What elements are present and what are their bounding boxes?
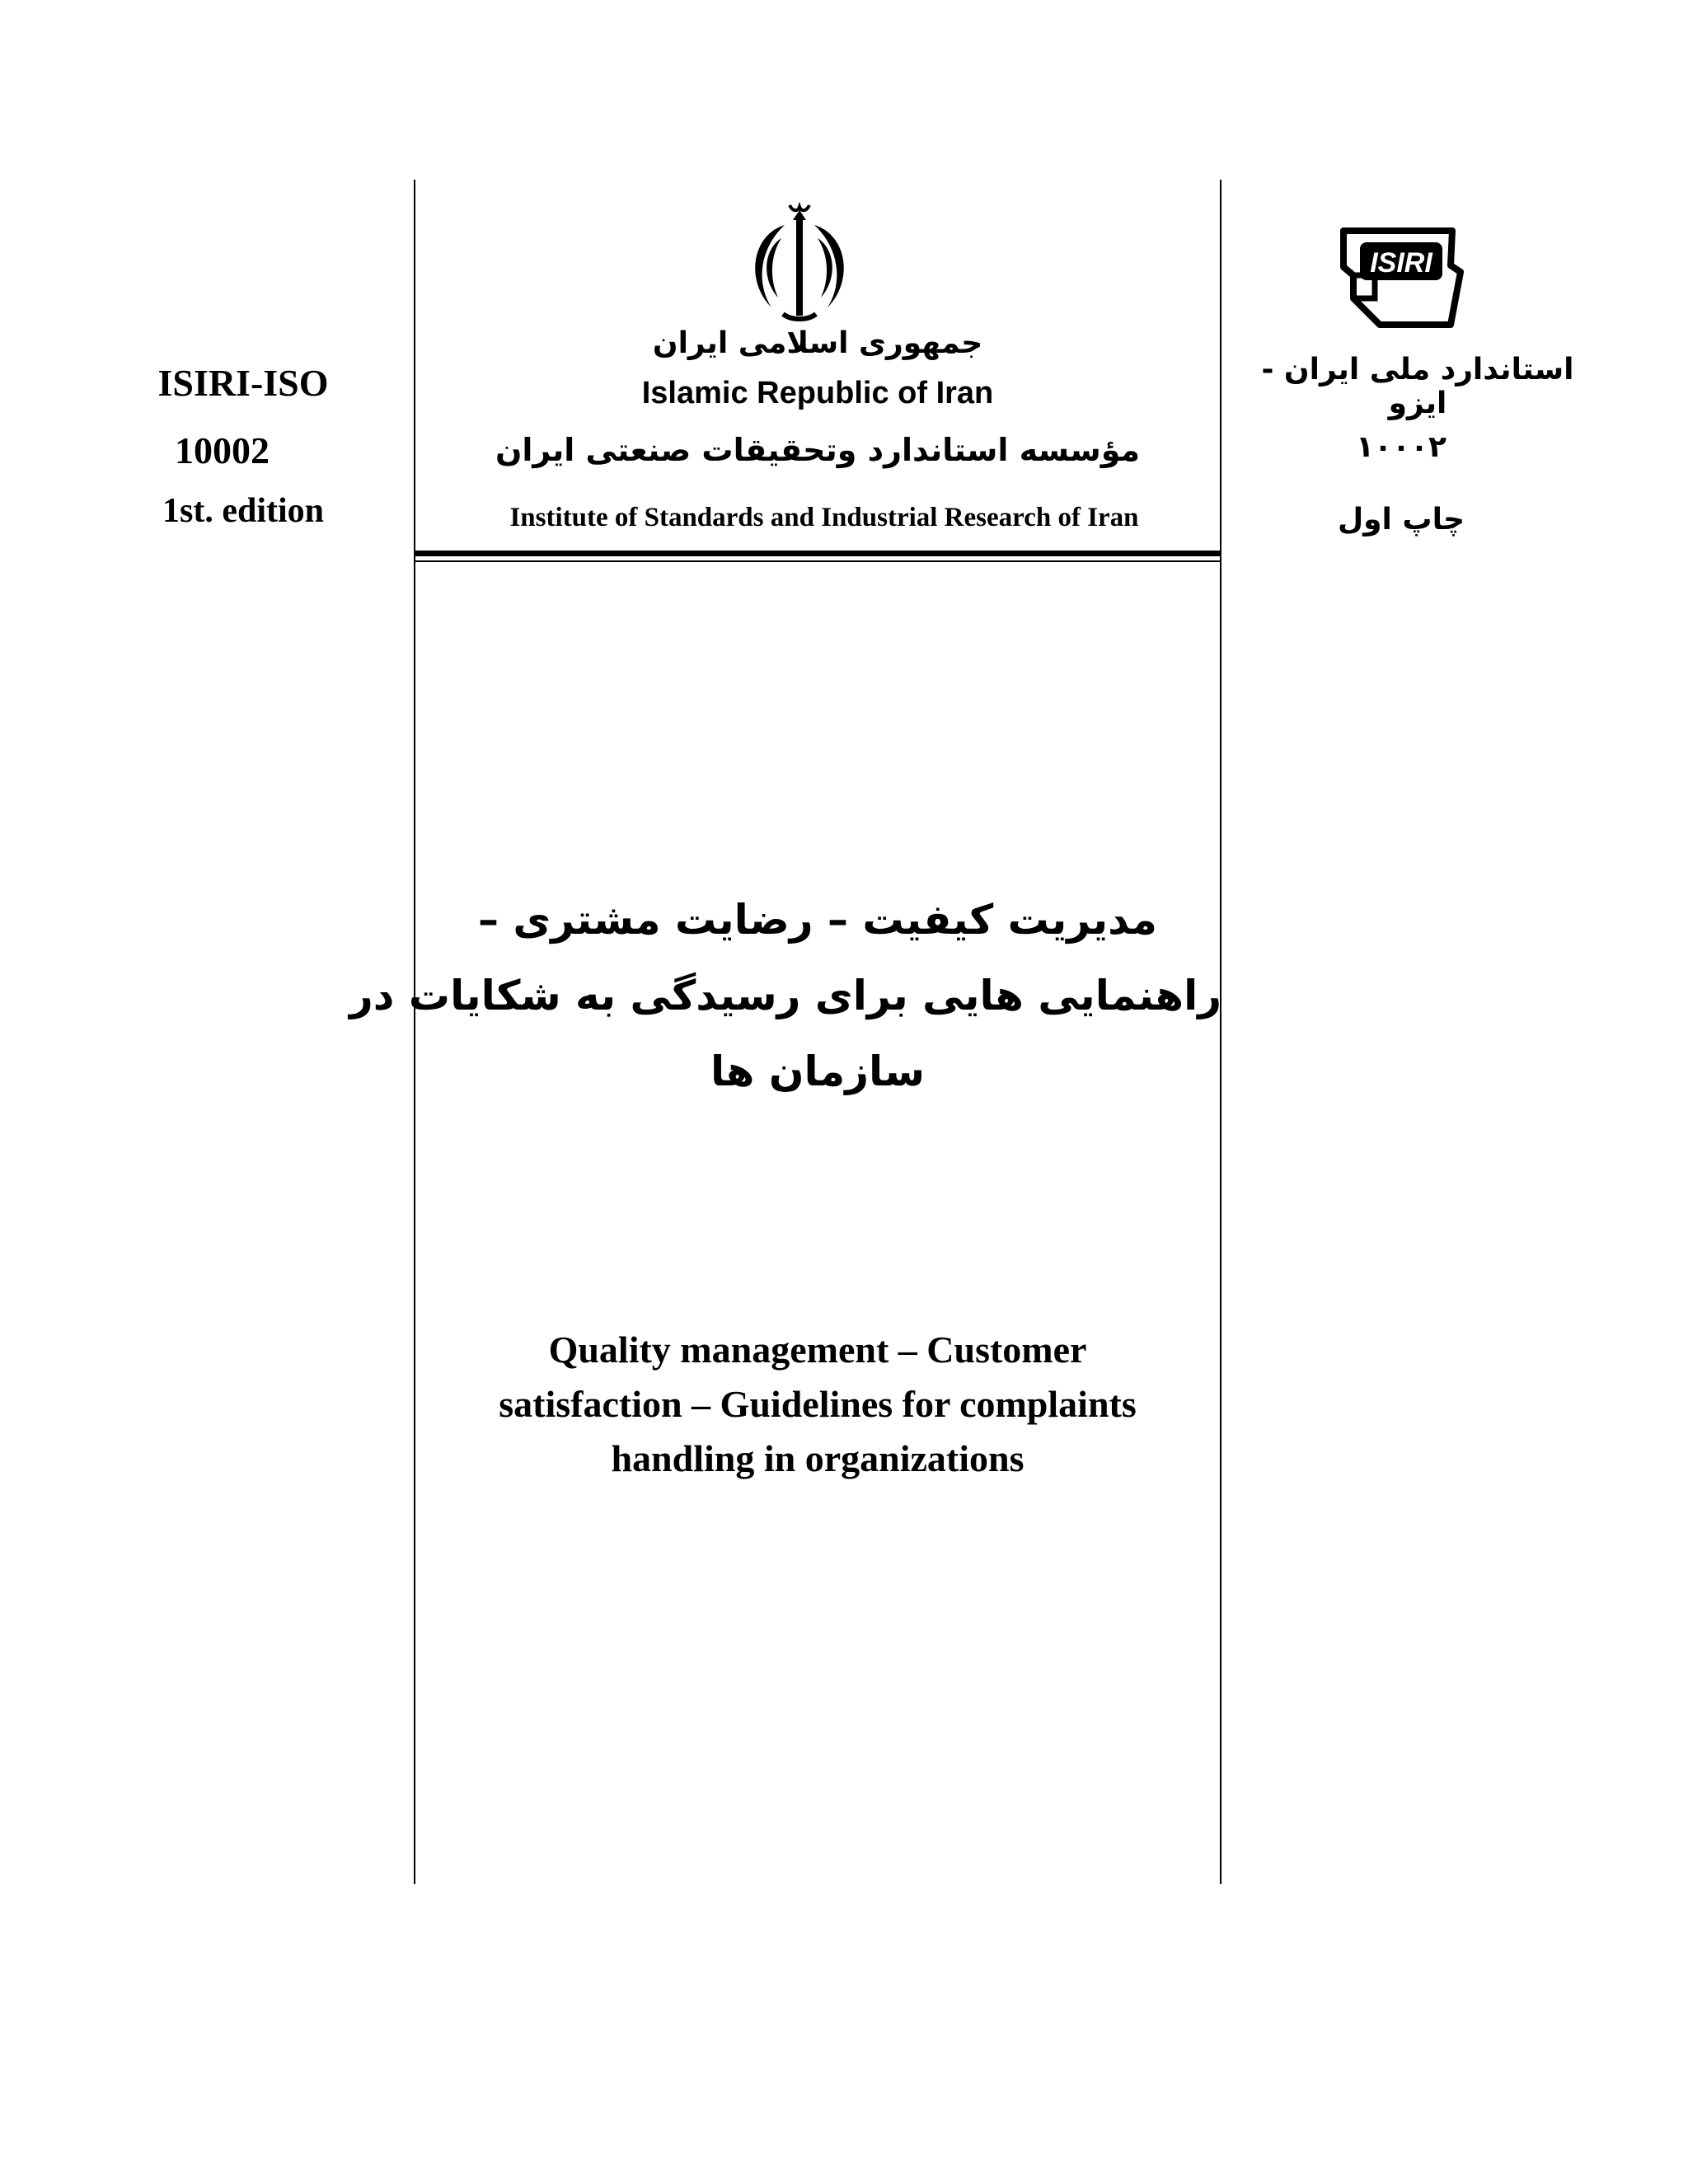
national-edition-label: چاپ اول bbox=[1337, 503, 1465, 537]
republic-name-persian: جمهوری اسلامی ایران bbox=[652, 326, 983, 360]
isiri-logo-icon bbox=[1329, 216, 1469, 340]
header-rule-thick bbox=[414, 551, 1221, 556]
national-standard-title: استاندارد ملی ایران - ایزو bbox=[1261, 353, 1574, 420]
document-title-english bbox=[414, 1323, 1221, 1486]
standard-code: ISIRI-ISO bbox=[157, 362, 329, 404]
title-en-line-3: handling in organizations bbox=[611, 1437, 1025, 1479]
edition-label: 1st. edition bbox=[162, 492, 324, 530]
svg-text:ISIRI: ISIRI bbox=[1370, 247, 1432, 279]
title-en-line-1: Quality management – Customer bbox=[548, 1329, 1087, 1371]
document-title-persian bbox=[349, 882, 1221, 1109]
title-fa-line-1: مدیریت کیفیت – رضایت مشتری – bbox=[477, 896, 1158, 944]
institute-name-english: Institute of Standards and Industrial Research of Iran bbox=[509, 503, 1139, 532]
title-fa-line-2: راهنمایی هایی برای رسیدگی به شکایات در bbox=[349, 972, 1221, 1019]
header-rule-thin bbox=[414, 560, 1221, 562]
republic-name-english: Islamic Republic of Iran bbox=[641, 376, 994, 410]
title-en-line-2: satisfaction – Guidelines for complaints bbox=[499, 1383, 1137, 1425]
institute-name-persian: مؤسسه استاندارد وتحقیقات صنعتی ایران bbox=[495, 432, 1141, 468]
national-standard-number: ۱۰۰۰۲ bbox=[1356, 430, 1447, 464]
standard-number: 10002 bbox=[175, 429, 270, 471]
title-fa-line-3: سازمان ها bbox=[710, 1047, 925, 1095]
iran-emblem-icon bbox=[734, 202, 865, 324]
